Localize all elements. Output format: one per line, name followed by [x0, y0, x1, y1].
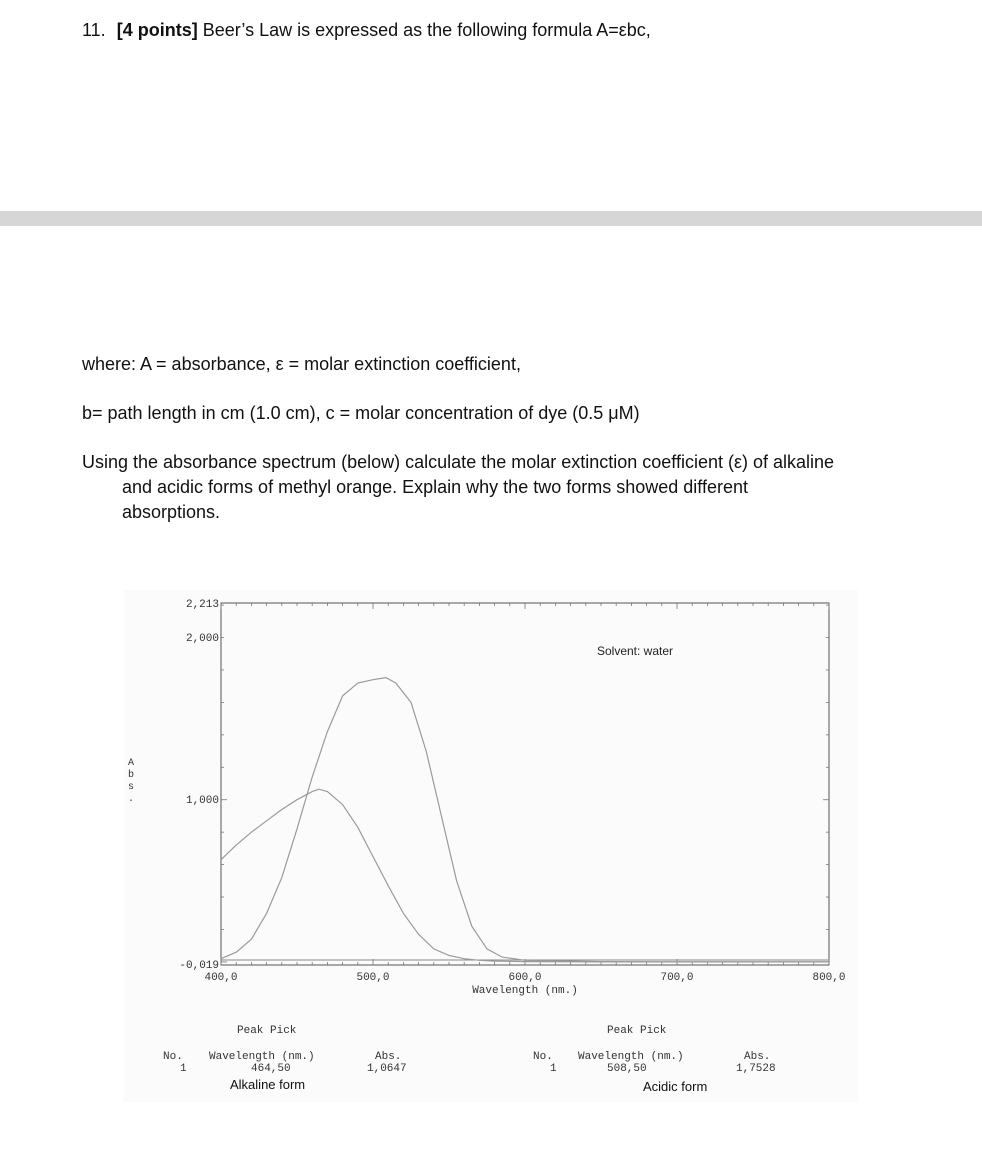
peak-table-header: Abs. — [375, 1051, 402, 1063]
axis-ticks — [221, 603, 829, 965]
x-tick-label: 800,0 — [812, 972, 846, 984]
peak-table-acidic — [533, 1025, 776, 1094]
instruction-paragraph — [82, 450, 892, 525]
instruction-line-3: absorptions. — [122, 502, 221, 522]
peak-table-cell: 1 — [180, 1063, 187, 1075]
spectrum-curves — [221, 678, 829, 962]
x-tick-label: 700,0 — [660, 972, 694, 984]
peak-table-title: Peak Pick — [237, 1025, 297, 1037]
y-tick-label: -0,019 — [179, 960, 219, 972]
peak-table-header: No. — [163, 1051, 183, 1063]
question-points: [4 points] — [116, 20, 198, 40]
x-axis-label: Wavelength (nm.) — [472, 985, 578, 997]
y-tick-label: 2,000 — [185, 633, 219, 645]
peak-table-cell: 1 — [550, 1063, 557, 1075]
question-number: 11. — [82, 20, 106, 40]
peak-table-cell: 508,50 — [607, 1063, 647, 1075]
solvent-annotation: Solvent: water — [596, 644, 674, 658]
absorbance-spectrum-figure — [123, 590, 858, 1102]
peak-table-cell: 464,50 — [251, 1063, 291, 1075]
y-axis-label-char: . — [127, 794, 135, 805]
y-axis-label-char: s — [127, 782, 135, 793]
peak-table-header: Abs. — [744, 1051, 771, 1063]
peak-table-header: No. — [533, 1051, 553, 1063]
question-header — [82, 20, 651, 41]
peak-table-header: Wavelength (nm.) — [578, 1051, 684, 1063]
absorbance-chart — [123, 590, 858, 1102]
definition-line-1: where: A = absorbance, ε = molar extinction coefficient, — [82, 354, 521, 374]
peak-table-header: Wavelength (nm.) — [209, 1051, 315, 1063]
question-statement: Beer’s Law is expressed as the following formula A=εbc, — [202, 20, 651, 40]
peak-table-alkaline — [163, 1025, 407, 1092]
peak-table-title: Peak Pick — [607, 1025, 667, 1037]
x-tick-label: 500,0 — [356, 972, 390, 984]
spectrum-line-alkaline-form — [221, 789, 829, 962]
y-tick-label: 2,213 — [185, 599, 219, 611]
peak-table-caption: Acidic form — [643, 1079, 708, 1094]
instruction-line-2: and acidic forms of methyl orange. Explain why the two forms showed different — [122, 477, 748, 497]
spectrum-line-acidic-form — [221, 678, 829, 962]
instruction-line-1: Using the absorbance spectrum (below) calculate the molar extinction coefficient (ε) of alkaline — [82, 452, 835, 472]
definition-line-2: b= path length in cm (1.0 cm), c = molar concentration of dye (0.5 μM) — [82, 403, 640, 423]
peak-table-cell: 1,7528 — [736, 1063, 776, 1075]
x-tick-label: 600,0 — [508, 972, 542, 984]
y-axis-label-char: A — [127, 758, 135, 769]
plot-frame — [221, 603, 829, 965]
y-axis-label — [128, 758, 134, 805]
x-tick-label: 400,0 — [204, 972, 238, 984]
y-tick-label: 1,000 — [185, 795, 219, 807]
peak-table-caption: Alkaline form — [230, 1077, 306, 1092]
section-divider — [0, 211, 982, 226]
y-axis-label-char: b — [127, 770, 135, 781]
peak-table-cell: 1,0647 — [367, 1063, 407, 1075]
